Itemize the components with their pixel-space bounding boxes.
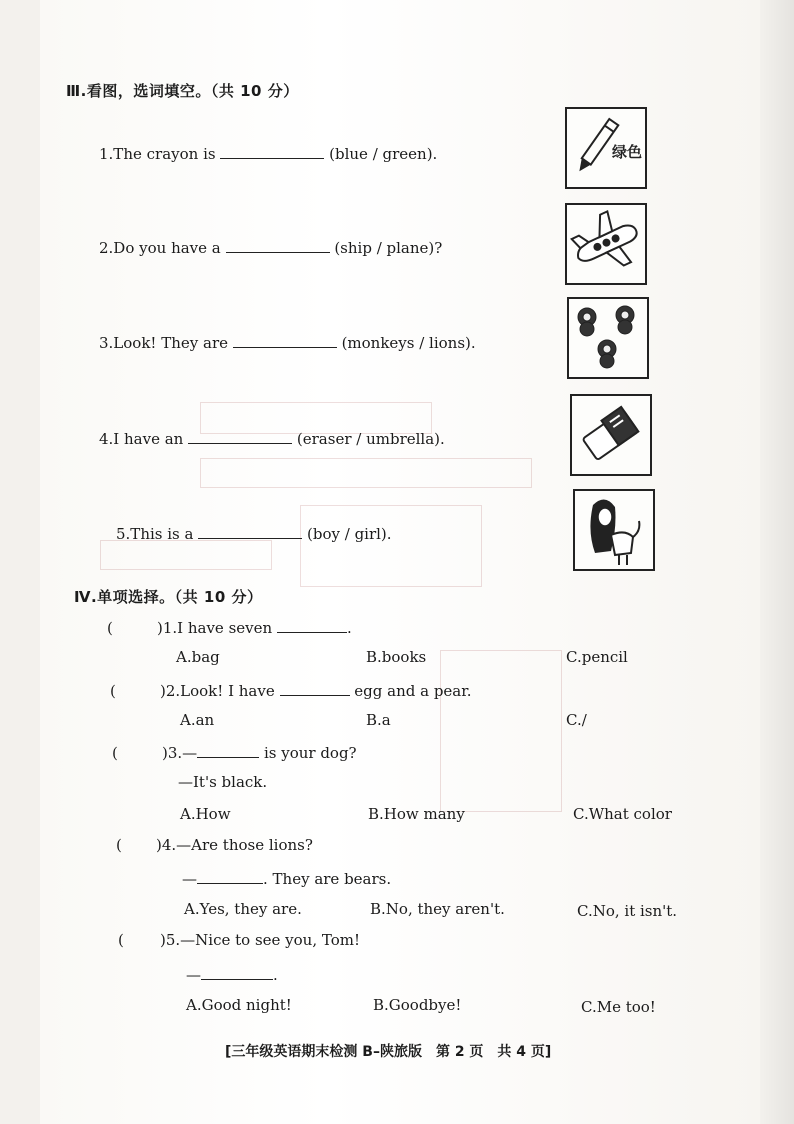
mc-blank-2 — [280, 680, 350, 696]
mc-blank-3 — [197, 742, 259, 758]
mc-question-2: ( )2.Look! I have egg and a pear. — [110, 682, 472, 700]
answer-paren-3[interactable]: ( — [112, 744, 118, 762]
option-2a[interactable]: A.an — [180, 711, 215, 729]
mc-blank-5 — [201, 964, 273, 980]
mc-question-3-reply: —It's black. — [178, 773, 268, 791]
option-3b[interactable]: B.How many — [368, 805, 465, 823]
plane-icon — [567, 205, 645, 283]
option-3a[interactable]: A.How — [180, 805, 231, 823]
option-2c[interactable]: C./ — [566, 711, 587, 729]
eraser-picture — [570, 394, 652, 476]
mc-question-1: ( )1.I have seven . — [107, 619, 352, 637]
fill-question-2: 2.Do you have a (ship / plane)? — [99, 239, 443, 257]
mc-blank-4 — [197, 868, 263, 884]
answer-paren-4[interactable]: ( — [116, 836, 122, 854]
answer-blank-5[interactable] — [198, 523, 302, 539]
answer-blank-3[interactable] — [233, 332, 337, 348]
page-edge-shadow — [760, 0, 794, 1124]
answer-blank-4[interactable] — [188, 428, 292, 444]
option-1c[interactable]: C.pencil — [566, 648, 628, 666]
mc-question-4-reply: — . They are bears. — [182, 870, 392, 888]
option-4c[interactable]: C.No, it isn't. — [577, 902, 678, 920]
mc-question-5: ( )5.—Nice to see you, Tom! — [118, 931, 361, 949]
answer-paren-1[interactable]: ( — [107, 619, 113, 637]
fill-question-5: 5.This is a (boy / girl). — [116, 525, 392, 543]
section-3-title: Ⅲ.看图，选词填空。（共 10 分） — [66, 82, 299, 100]
answer-paren-5[interactable]: ( — [118, 931, 124, 949]
mc-blank-1 — [277, 617, 347, 633]
option-5c[interactable]: C.Me too! — [581, 998, 656, 1016]
crayon-color-label: 绿色 — [611, 143, 643, 161]
option-4b[interactable]: B.No, they aren't. — [370, 900, 505, 918]
crayon-icon — [567, 109, 645, 187]
option-5a[interactable]: A.Good night! — [186, 996, 292, 1014]
option-1b[interactable]: B.books — [366, 648, 427, 666]
option-5b[interactable]: B.Goodbye! — [373, 996, 462, 1014]
fill-question-1: 1.The crayon is (blue / green). — [99, 145, 438, 163]
girl-picture — [573, 489, 655, 571]
mc-question-3: ( )3.— is your dog? — [112, 744, 357, 762]
answer-blank-1[interactable] — [220, 143, 324, 159]
mc-question-4: ( )4.—Are those lions? — [116, 836, 313, 854]
eraser-icon — [572, 396, 650, 474]
option-3c[interactable]: C.What color — [573, 805, 672, 823]
option-2b[interactable]: B.a — [366, 711, 391, 729]
option-1a[interactable]: A.bag — [176, 648, 220, 666]
crayon-picture — [565, 107, 647, 189]
answer-paren-2[interactable]: ( — [110, 682, 116, 700]
monkeys-icon — [569, 299, 647, 377]
answer-blank-2[interactable] — [226, 237, 330, 253]
mc-question-5-reply: — . — [186, 966, 278, 984]
section-4-title: Ⅳ.单项选择。（共 10 分） — [74, 588, 263, 606]
option-4a[interactable]: A.Yes, they are. — [184, 900, 302, 918]
girl-icon — [575, 491, 653, 569]
plane-picture — [565, 203, 647, 285]
fill-question-3: 3.Look! They are (monkeys / lions). — [99, 334, 476, 352]
page-footer: [三年级英语期末检测 B–陕旅版 第 2 页 共 4 页] — [225, 1044, 552, 1060]
monkeys-picture — [567, 297, 649, 379]
fill-question-4: 4.I have an (eraser / umbrella). — [99, 430, 445, 448]
